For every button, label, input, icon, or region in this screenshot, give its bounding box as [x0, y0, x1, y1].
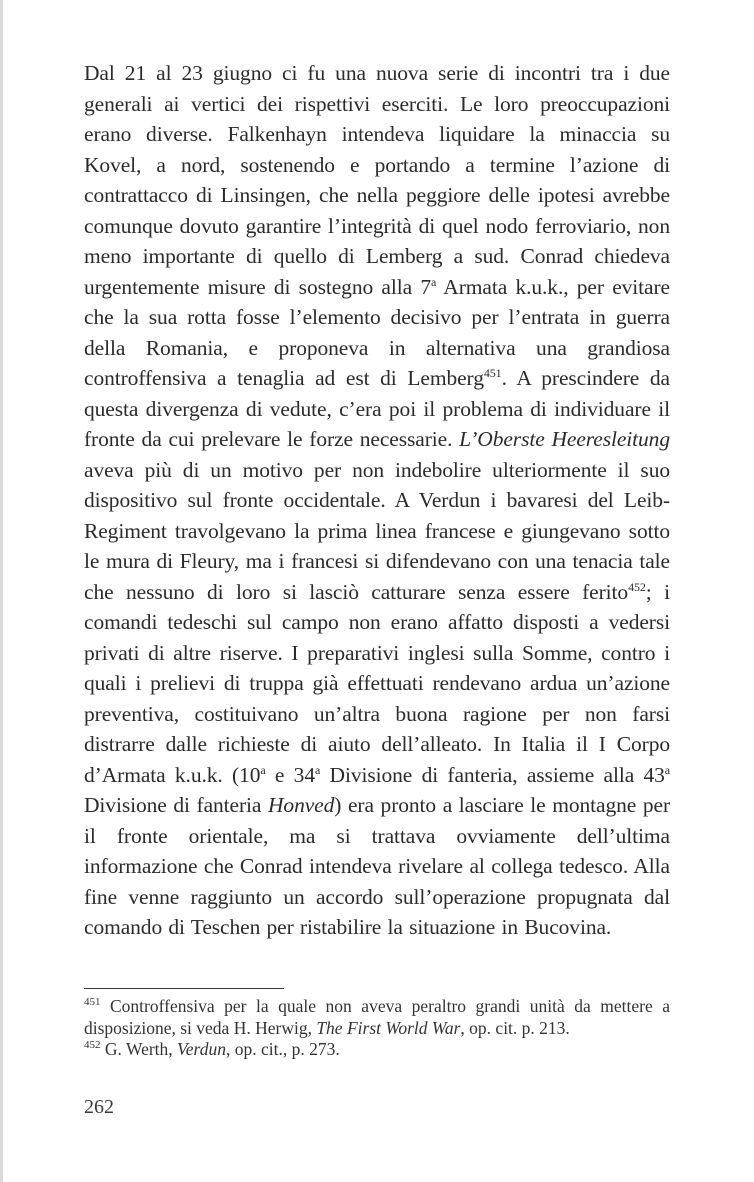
ordinal-superscript: a [664, 762, 671, 777]
footnote-reference-452: 452 [628, 579, 646, 594]
footnote-divider [84, 988, 284, 989]
page-edge [0, 0, 3, 1182]
page-number: 262 [84, 1096, 114, 1118]
italic-term: L’Oberste Heeresleitung [459, 427, 670, 451]
footnote-text: G. Werth, [100, 1039, 178, 1059]
italic-term: Honved [268, 793, 335, 817]
ordinal-superscript: a [430, 274, 437, 289]
body-text-segment: Divisione di fanteria [84, 793, 268, 817]
footnote-text: , op. cit. p. 213. [460, 1017, 570, 1038]
body-paragraph [84, 58, 670, 943]
body-text-segment: ) era pronto a lasciare le montagne per il fronte orientale, ma si trattava ovviamente dell’ultima informazione che Conrad intendeva rivelare al collega tedesco. Alla fine venne raggiunto un accordo sull’operazione propugnata dal comando di Teschen per ristabilire la situazione in Bucovina. [84, 793, 671, 939]
ordinal-superscript: a [314, 762, 321, 777]
body-text-segment: Dal 21 al 23 giugno ci fu una nuova serie di incontri tra i due generali ai vertici dei rispettivi eserciti. Le loro preoccupazioni erano diverse. Falkenhayn intendeva liquidare la minaccia su Kovel, a nord, sostenendo e portando a termine l’azione di contrattacco di Linsingen, che nella peggiore delle ipotesi avrebbe comunque dovuto garantire l’integrità di quel nodo ferroviario, non meno importante di quello di Lemberg a sud. Conrad chiedeva urgentemente misure di sostegno alla 7 [84, 61, 670, 299]
footnote-451 [84, 996, 670, 1039]
footnote-text: Controffensiva per la quale non aveva peraltro grandi unità da mettere a disposizione, si veda H. Herwig, [84, 996, 670, 1038]
body-text-segment: Divisione di fanteria, assieme alla 43 [320, 762, 665, 787]
cited-work-title: The First World War [316, 1017, 461, 1038]
body-text-segment: aveva più di un motivo per non indebolire ulteriormente il suo dispositivo sul fronte occidentale. A Verdun i bavaresi del Leib-Regiment travolgevano la prima linea francese e giungevano sotto le mura di Fleury, ma i francesi si difendevano con una tenacia tale che nessuno di loro si lasciò catturare senza essere ferito [84, 457, 670, 604]
cited-work-title: Verdun [177, 1039, 226, 1059]
footnote-number: 452 [84, 1039, 101, 1052]
body-text-segment: ; i comandi tedeschi sul campo non erano affatto disposti a vedersi privati di altre riserve. I preparativi inglesi sulla Somme, contro i quali i prelievi di truppa già effettuati rendevano ardua un’azione preventiva, costituivano un’altra buona ragione per non farsi distrarre dalle richieste di aiuto dell’alleato. In Italia il I Corpo d’Armata k.u.k. (10 [84, 579, 670, 787]
footnote-text: , op. cit., p. 273. [225, 1039, 340, 1059]
footnote-452 [84, 1039, 670, 1061]
footnotes-block [84, 996, 670, 1061]
body-text-segment: . A prescindere da questa divergenza di vedute, c’era poi il problema di individuare il fronte da cui prelevare le forze necessarie. [84, 366, 670, 451]
footnote-reference-451: 451 [483, 365, 502, 380]
footnote-number: 451 [84, 996, 101, 1009]
body-text-segment: Armata k.u.k., per evitare che la sua rotta fosse l’elemento decisivo per l’entrata in guerra della Romania, e proponeva in alternativa una grandiosa controffensiva a tenaglia ad est di Lemberg [84, 274, 670, 390]
main-text-block [84, 58, 670, 943]
body-text-segment: e 34 [265, 762, 315, 787]
ordinal-superscript: a [260, 762, 266, 777]
